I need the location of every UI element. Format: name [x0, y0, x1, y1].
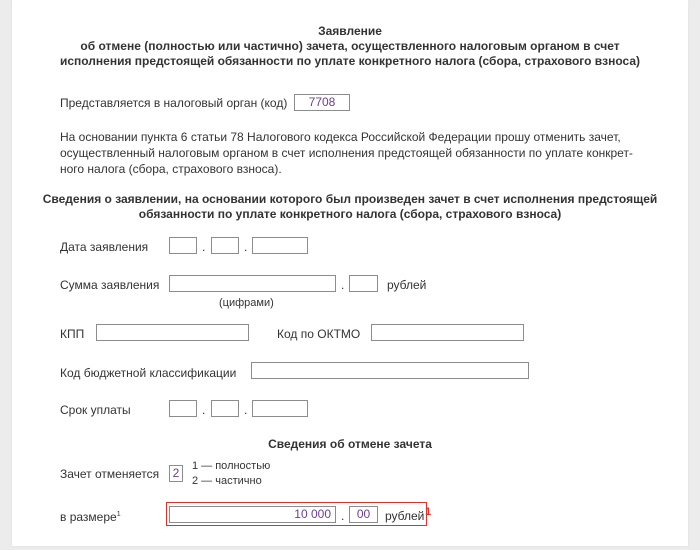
amount-label	[60, 510, 121, 524]
sum-hint: (цифрами)	[219, 297, 274, 309]
request-text-line2: осуществленный налоговым органом в счет исполнения предстоящей обязанности по уплате конкрет-	[60, 146, 633, 160]
amount-rubles-field[interactable]: 10 000	[169, 506, 336, 523]
oktmo-field[interactable]	[371, 324, 524, 341]
deadline-month-field[interactable]	[211, 400, 239, 417]
tax-office-label: Представляется в налоговый орган (код)	[60, 96, 288, 110]
request-text	[60, 129, 650, 177]
sum-label: Сумма заявления	[60, 278, 160, 292]
sum-rubles-field[interactable]	[169, 275, 336, 292]
date-label: Дата заявления	[60, 240, 149, 254]
kpp-field[interactable]	[96, 324, 249, 341]
amount-footnote: 1	[116, 511, 121, 518]
section2-heading: Сведения об отмене зачета	[268, 437, 432, 451]
cancel-type-field[interactable]: 2	[169, 465, 183, 482]
oktmo-label: Код по ОКТМО	[277, 327, 361, 341]
deadline-separator: .	[244, 403, 248, 417]
sum-kopecks-field[interactable]	[349, 275, 378, 292]
form-sheet	[12, 0, 688, 546]
deadline-separator: .	[202, 403, 206, 417]
request-text-line3: ного налога (сбора, страхового взноса).	[60, 162, 282, 176]
deadline-year-field[interactable]	[252, 400, 308, 417]
date-month-field[interactable]	[211, 237, 239, 254]
section1-heading-line1: Сведения о заявлении, на основании которого был произведен зачет в счет исполнения предстоящей	[42, 192, 658, 206]
kbk-field[interactable]	[251, 362, 529, 379]
amount-separator: .	[341, 509, 345, 523]
date-day-field[interactable]	[169, 237, 197, 254]
deadline-label: Срок уплаты	[60, 403, 131, 417]
note-marker: 1	[425, 506, 432, 518]
deadline-day-field[interactable]	[169, 400, 197, 417]
kbk-label: Код бюджетной классификации	[60, 366, 237, 380]
amount-label-text: в размере	[60, 510, 117, 524]
form-subtitle-line2: исполнения предстоящей обязанности по уплате конкретного налога (сбора, страхового взноса)	[59, 54, 641, 68]
section1-heading-line2: обязанности по уплате конкретного налога (сбора, страхового взноса)	[138, 207, 562, 221]
cancel-option-full: 1 — полностью	[192, 460, 271, 472]
cancel-option-partial: 2 — частично	[192, 475, 262, 487]
amount-kopecks-field[interactable]: 00	[349, 506, 378, 523]
date-separator: .	[202, 240, 206, 254]
amount-currency: рублей	[385, 509, 425, 523]
form-subtitle-line1: об отмене (полностью или частично) зачета, осуществленного налоговым органом в счет	[80, 39, 620, 53]
request-text-line1: На основании пункта 6 статьи 78 Налогового кодекса Российской Федерации прошу отменить зачет,	[60, 130, 621, 144]
cancel-label: Зачет отменяется	[60, 467, 160, 481]
date-year-field[interactable]	[252, 237, 308, 254]
sum-separator: .	[341, 278, 345, 292]
tax-office-code-field[interactable]: 7708	[294, 94, 350, 111]
kpp-label: КПП	[60, 327, 85, 341]
sum-currency: рублей	[387, 278, 427, 292]
date-separator: .	[244, 240, 248, 254]
form-title: Заявление	[318, 24, 382, 38]
